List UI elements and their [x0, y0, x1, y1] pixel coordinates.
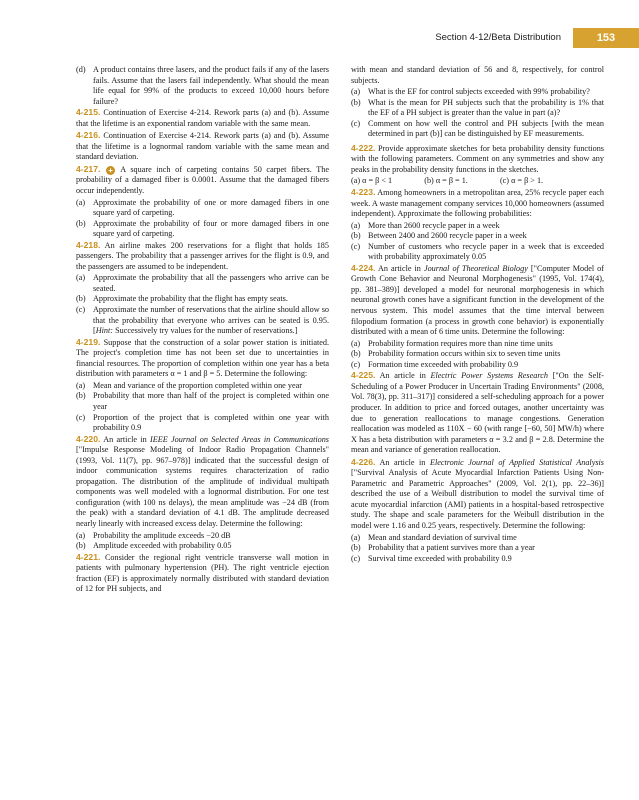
sketch-parts-row	[351, 176, 604, 187]
list-item	[76, 305, 329, 337]
item-text: Probability formation requires more than nine time units	[368, 338, 553, 348]
item-label: (b)	[351, 349, 361, 359]
item-label: (b)	[76, 391, 86, 401]
item-text: Mean and standard deviation of survival time	[368, 532, 517, 542]
exercise-number: 4-223.	[351, 187, 376, 198]
item-label: (b)	[76, 294, 86, 304]
exercise-text: Among homeowners in a metropolitan area, 25% recycle paper each week. A waste management company services 10,000 homeowners (assumed independent). Approximate the following probabilities:	[351, 188, 604, 219]
item-label: (b)	[76, 218, 86, 228]
exercise-text: Provide approximate sketches for beta probability density functions with the following parameters. Comment on any symmetries and show any peaks in the probability density functions in the sketches.	[351, 143, 604, 174]
item-text: Mean and variance of the proportion completed within one year	[93, 380, 302, 390]
exercise-4-221-continued	[351, 65, 604, 86]
journal-title: Journal of Theoretical Biology	[423, 263, 528, 273]
exercise-4-218	[76, 240, 329, 273]
exercise-text: Consider the regional right ventricle transverse wall motion in patients with pulmonary hypertension (PH). The right ventricle ejection fraction (EF) is approximately normally distributed with standard deviation of 12 for PH subjects, and	[76, 552, 329, 594]
item-text: Number of customers who recycle paper in a week that is exceeded with probability approximately 0.05	[368, 241, 604, 262]
list-item	[351, 360, 604, 371]
exercise-text: with mean and standard deviation of 56 and 8, respectively, for control subjects.	[351, 65, 604, 85]
item-label: (c)	[351, 553, 361, 563]
item-label: (b)	[351, 543, 361, 553]
item-label: (c)	[351, 359, 361, 369]
exercise-text-cont: ["Survival Analysis of Acute Myocardial Infarction Patients Using Non-Parametric and Parametric Approaches" (2009, Vol. 2(1), pp. 22–36)] described the use of a Weibull distribution to model the survival time of acute myocardial infarction (AMI) patients in a hospital-based retrospective study. The shape and scale parameters for the Weibull distribution in the model were 1.16 and 0.25 years, respectively. Determine the following:	[351, 468, 604, 530]
list-item	[76, 65, 329, 107]
journal-title: Electric Power Systems Research	[430, 371, 548, 381]
item-text: Proportion of the project that is completed within one year with probability 0.9	[93, 412, 329, 433]
item-text: Between 2400 and 2600 recycle paper in a week	[368, 231, 527, 241]
item-label: (b)	[76, 541, 86, 551]
list-item	[351, 87, 604, 98]
exercise-text: An article in	[379, 457, 430, 467]
exercise-text: Suppose that the construction of a solar power station is initiated. The project's completion time has not been set due to uncertainties in financial resources. The proportion of completion within one year has a beta distribution with parameters α = 1 and β = 5. Determine the following:	[76, 337, 329, 379]
item-label: (c)	[76, 412, 86, 422]
list-item	[351, 221, 604, 232]
list-item	[351, 543, 604, 554]
list-item	[351, 349, 604, 360]
item-text: Approximate the number of reservations that the airline should allow so that the probability that everyone who arrives can be seated is 0.95. [	[93, 305, 329, 336]
list-item	[351, 98, 604, 119]
list-item	[76, 219, 329, 240]
item-text: Approximate the probability that all the passengers who arrive can be seated.	[93, 273, 329, 293]
exercise-text-cont: ["Impulse Response Modeling of Indoor Radio Propagation Channels" (1993, Vol. 11(7), pp. 967–978)] indicated that the successful design of indoor communication systems requires characterization of radio propagation. The distribution of the amplitude of individual multipath components was well modeled with a lognormal distribution. For one test configuration (with 100 ns delays), the mean amplitude was −24 dB (from the peak) with a standard deviation of 4.1 dB. The amplitude decreased nearly linearly with increased excess delay. Determine the following:	[76, 445, 329, 528]
list-item	[76, 531, 329, 542]
exercise-number: 4-225.	[351, 370, 376, 381]
exercise-text: An article in	[103, 434, 150, 444]
hint-label: Hint:	[95, 326, 114, 336]
journal-title: IEEE Journal on Selected Areas in Communications	[149, 434, 329, 444]
item-text: Approximate the probability of four or more damaged fibers in one square yard of carpeting.	[93, 218, 329, 239]
item-text: What is the EF for control subjects exceeded with 99% probability?	[368, 87, 590, 97]
item-label: (a)	[76, 380, 86, 390]
item-text-cont: Successively try values for the number of reservations.]	[113, 326, 298, 336]
exercise-4-226	[351, 457, 604, 532]
exercise-text: An article in	[377, 263, 424, 273]
exercise-text: A square inch of carpeting contains 50 carpet fibers. The probability of a damaged fiber is 0.0001. Assume that the damaged fibers occur independently.	[76, 164, 329, 196]
item-text: Comment on how well the control and PH subjects [with the mean determined in part (b)] can be distinguished by EF measurements.	[368, 118, 604, 139]
exercise-text: An airline makes 200 reservations for a flight that holds 185 passengers. The probability that a passenger arrives for the flight is 0.9, and the passengers are assumed to be independent.	[76, 240, 329, 271]
left-column	[76, 65, 329, 596]
item-label: (a)	[76, 530, 86, 540]
exercise-4-215	[76, 107, 329, 129]
exercise-number: 4-217.	[76, 163, 101, 174]
item-label: (a)	[351, 338, 361, 348]
item-label: (c)	[351, 118, 361, 128]
list-item	[351, 554, 604, 565]
list-item	[351, 119, 604, 140]
list-item	[76, 273, 329, 294]
exercise-number: 4-224.	[351, 262, 376, 273]
item-label: (a)	[76, 273, 86, 283]
item-label: (b)	[351, 97, 361, 107]
part-label: (a)	[351, 176, 361, 186]
list-item	[76, 541, 329, 552]
list-item	[76, 381, 329, 392]
list-item	[76, 198, 329, 219]
exercise-4-223	[351, 187, 604, 220]
exercise-4-222	[351, 143, 604, 176]
exercise-number: 4-219.	[76, 336, 101, 347]
exercise-4-219	[76, 337, 329, 380]
exercise-text: An article in	[379, 371, 431, 381]
exercise-4-224	[351, 263, 604, 338]
item-text: Approximate the probability that the flight has empty seats.	[93, 294, 288, 304]
item-text: Survival time exceeded with probability 0.9	[368, 553, 512, 563]
list-item	[76, 413, 329, 434]
section-title: Section 4-12/Beta Distribution	[435, 32, 561, 43]
list-item	[76, 294, 329, 305]
item-label: (c)	[76, 305, 86, 315]
item-text: Formation time exceeded with probability 0.9	[368, 359, 519, 369]
item-text: Probability formation occurs within six to seven time units	[368, 349, 561, 359]
journal-title: Electronic Journal of Applied Statistical Analysis	[429, 457, 604, 467]
exercise-4-221	[76, 552, 329, 595]
item-text: A product contains three lasers, and the product fails if any of the lasers fails. Assume that the lasers fail independently. What should the mean life equal for 99% of the products to exceed 10,000 hours before failure?	[93, 65, 329, 106]
exercise-number: 4-216.	[76, 130, 101, 141]
item-label: (a)	[76, 197, 86, 207]
item-text: Probability that a patient survives more than a year	[368, 543, 535, 553]
part-label: (b)	[424, 176, 434, 186]
page-header	[0, 28, 639, 50]
item-label: (c)	[351, 241, 361, 251]
exercise-4-216	[76, 130, 329, 163]
exercise-number: 4-220.	[76, 433, 101, 444]
part-text: α = β > 1.	[511, 176, 544, 186]
page-number-badge: 153	[573, 28, 639, 48]
part-label: (c)	[499, 176, 510, 186]
exercise-number: 4-218.	[76, 239, 101, 250]
exercise-text-cont: ["Computer Model of Growth Cone Behavior and Neuronal Morphogenesis" (1995, Vol. 174(4), pp. 381–389)] developed a model for neuronal morphogenesis in which neuronal growth cones have a significant function in the development of the nervous system. This model assumes that the time interval between filopodium formation (a process in growth cone behavior) is exponentially distributed with a mean of 6 time units. Determine the following:	[351, 263, 604, 337]
item-label: (a)	[351, 220, 361, 230]
part-text: α = β = 1.	[435, 176, 468, 186]
list-item	[351, 533, 604, 544]
item-label: (d)	[76, 65, 86, 74]
list-item	[76, 391, 329, 412]
exercise-number: 4-215.	[76, 107, 101, 118]
plus-circle-icon: +	[106, 166, 115, 175]
list-item	[351, 242, 604, 263]
exercise-text-cont: ["On the Self-Scheduling of a Power Producer in Uncertain Trading Environments" (2008, Vol. 78(3), pp. 311–317)] considered a self-scheduling approach for a power producer. In addition to price and forced outages, another uncertainty was due to generation reallocations to manage congestions. Generation reallocation was modeled as 110X − 60 (with range [−60, 50] MW/h) where X has a beta distribution with parameters α = 3.2 and β = 2.8. Determine the mean and variance of generation reallocation.	[351, 371, 604, 455]
item-label: (b)	[351, 231, 361, 241]
item-text: What is the mean for PH subjects such that the probability is 1% that the EF of a PH subject is greater than the value in part (a)?	[368, 97, 604, 118]
exercise-number: 4-222.	[351, 142, 376, 153]
item-text: Approximate the probability of one or more damaged fibers in one square yard of carpeting.	[93, 197, 329, 218]
item-text: Probability the amplitude exceeds −20 dB	[93, 530, 231, 540]
exercise-number: 4-221.	[76, 551, 101, 562]
right-column	[351, 65, 604, 564]
exercise-number: 4-226.	[351, 456, 376, 467]
item-text: Probability that more than half of the project is completed within one year	[93, 391, 329, 411]
item-label: (a)	[351, 532, 361, 542]
item-label: (a)	[351, 87, 361, 97]
exercise-4-220	[76, 434, 329, 530]
item-text: More than 2600 recycle paper in a week	[368, 220, 500, 230]
exercise-4-217	[76, 164, 329, 197]
exercise-text: Continuation of Exercise 4-214. Rework parts (a) and (b). Assume that the lifetime is a lognormal random variable with the same mean and standard deviation.	[76, 131, 329, 162]
list-item	[351, 231, 604, 242]
exercise-4-225	[351, 370, 604, 455]
item-text: Amplitude exceeded with probability 0.05	[93, 541, 232, 551]
part-text: α = β < 1	[362, 176, 393, 186]
exercise-text: Continuation of Exercise 4-214. Rework parts (a) and (b). Assume that the lifetime is an exponential random variable with the same mean.	[76, 108, 329, 128]
list-item	[351, 339, 604, 350]
